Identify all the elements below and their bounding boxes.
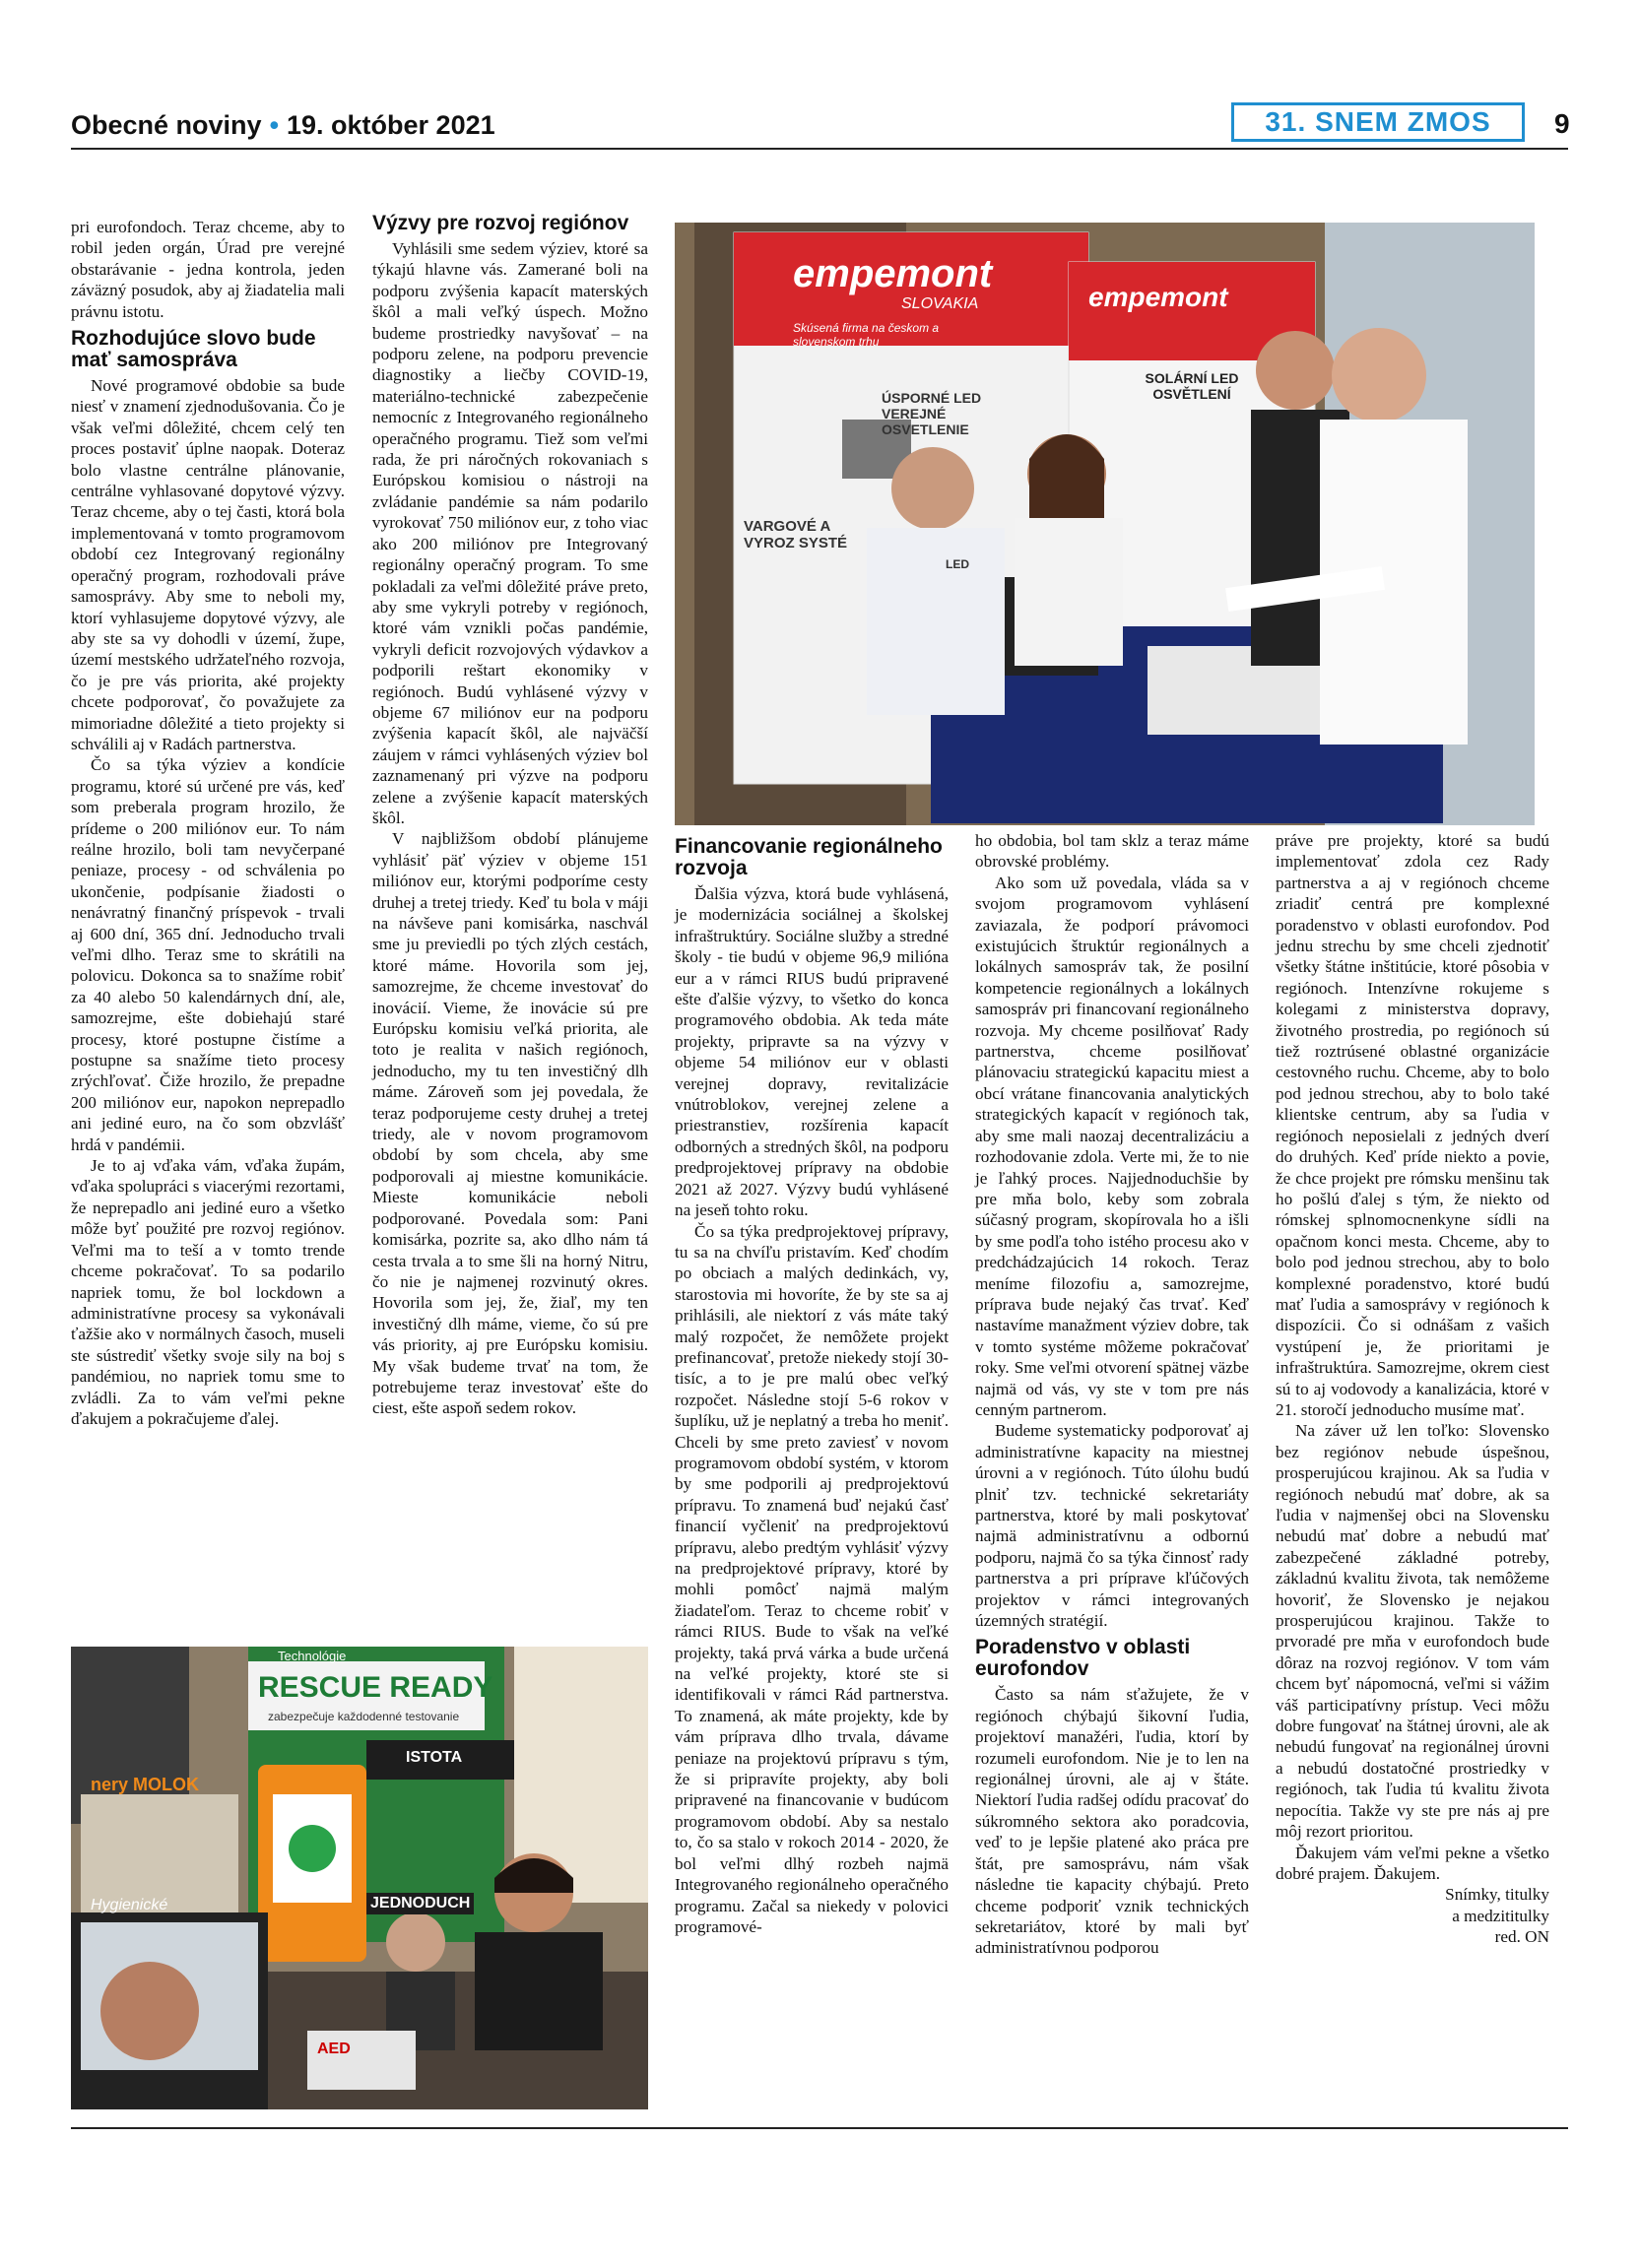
paragraph: pri eurofondoch. Teraz chceme, aby to robil jeden orgán, Úrad pre verejné obstarávanie - jedna kontrola, jeden záväzný posudok, aby aj žiadatelia mali právnu istotu.	[71, 218, 345, 321]
paragraph: Nové programové obdobie sa bude niesť v znamení zjednodušovania. Čo je však veľmi dôležité, chcem celý ten proces postaviť úplne naopak. Doteraz bolo vlastne centrálne plánovanie, centrálne vyhlasované dopytové výzvy. Teraz chceme, aby o tej časti, ktorá bola implementovaná v tomto programovom období cez Integrovaný regionálny operačný program, rozhodovali práve samosprávy. Aby sme to neboli my, ktorí vyhlasujeme dopytové výzvy, ale aby ste sa vy dohodli v území, župe, území mestského udržateľného rozvoja, čo je pre vás priorita, aké projekty chcete podporovať, čo považujete za mimoriadne dôležité a tieto projekty si schválili aj v Radách partnerstva.	[71, 376, 345, 753]
newspaper-name: Obecné noviny	[71, 110, 262, 140]
aed-box-label: AED	[317, 2041, 351, 2057]
subheading: Poradenstvo v oblasti eurofondov	[975, 1636, 1191, 1681]
paragraph: práve pre projekty, ktoré sa budú implementovať zdola cez Rady partnerstva a aj v regiónoch chceme zriadiť centrá pre komplexné poradenstvo v oblasti eurofondov. Pod jednu strechu by sme chceli zjednotiť všetky štátne inštitúcie, ktoré pôsobia v regiónoch. Intenzívne rokujeme s kolegami z ministerstva dopravy, životného prostredia, po regiónoch sú tiež roztrúsené oblastné organizácie cestovného ruchu. Chceme, aby to bolo pod jednou strechou, aby to bolo také klientske centrum, aby sa ľudia v regiónoch neposielali z jedných dverí do druhých. Keď príde niekto a povie, že chce projekt pre rómsku menšinu tak ho pošlú ďalej s tým, že niekto od rómskej splnomocnenkyne sídli na opačnom konci mesta. Chceme, aby to bolo pod jednou strechou, aby to bolo komplexné poradenstvo, ktoré budú mať ľudia a samosprávy v regiónoch k dispozícii. Čo si odnášam z vašich vystúpení je, že prioritami je infraštruktúra. Samozrejme, okrem ciest sú to aj vodovody a kanalizácia, ktoré v 21. storočí jednoducho musíme mať.	[1276, 831, 1549, 1419]
paragraph: Často sa nám sťažujete, že v regiónoch chýbajú šikovní ľudia, projektoví manažéri, ľudia, ktorí by rozumeli eurofondom. Nie je to len na regionálnej úrovni, ale aj v štáte. Niektorí ľudia radšej odídu pracovať do súkromného sektora ako poradcovia, veď to je lepšie platené ako práca pre štát, pre samosprávu, nám však následne tie kapacity chýbajú. Preto chceme podporiť vznik technických sekretariátov, ktoré by mali byť administratívnou podporou	[975, 1685, 1249, 1958]
paragraph: ho obdobia, bol tam sklz a teraz máme obrovské problémy.	[975, 831, 1249, 872]
paragraph: V najbližšom období plánujeme vyhlásiť päť výziev v objeme 151 miliónov eur, ktorými podporíme cesty druhej a tretej triedy. Keď tu bola v máji na návševe pani komisárka, naschvál sme ju previedli po tých zlých cestách, ktoré máme. Hovorila som jej, samozrejme, že chceme investovať do inovácií. Vieme, že inovácie sú pre Európsku komisiu veľká priorita, ale toto je realita v našich regiónoch, jednoducho, my tu ten investičný dlh máme. Zároveň som jej povedala, že teraz podporujeme cesty druhej a tretej triedy, ale v novom programovom období by som chcela, aby sme podporovali aj miestne komunikácie. Mieste komunikácie neboli podporované. Povedala som: Pani komisárka, pozrite sa, ako dlho nám tá cesta trvala a to sme šli na horný Nitru, čo nie je najmenej rozvinutý okres. Hovorila som jej, že, žiaľ, my ten investičný dlh máme, vieme, čo sú pre vás priority, aj pre Európsku komisiu. My však budeme trvať na tom, že potrebujeme teraz investovať ešte do ciest, ešte aspoň sedem rokov.	[372, 829, 648, 1418]
credits-line: Snímky, titulky	[1445, 1885, 1549, 1905]
banner3-text: VARGOVÉ A VYROZ SYSTÉ	[744, 518, 848, 551]
paragraph: Ako som už povedala, vláda sa v svojom programovom vyhlásení zaviazala, že podporí právomoci existujúcich štruktúr regionálnych a lokálnych samospráv tak, že posilní kompetencie regionálnych a lokálnych samospráv pri financovaní regionálneho rozvoja. My chceme posilňovať Rady partnerstva, chceme posilňovať plánovaciu strategickú kapacitu miest a obcí vrátane financovania analytických strategických kapacít v regiónoch tak, aby sme mali naozaj decentralizáciu a rozhodovanie zdola. Verte mi, že to nie je ľahký proces. Najjednoduchšie by pre mňa bolo, keby som zobrala súčasný program, skopírovala ho a išli by sme podľa toho istého procesu ako v predchádzajúcich 14 rokoch. Teraz meníme filozofiu a, samozrejme, príprava bude nejaký čas trvať. Keď nastavíme manažment výziev dobre, tak v tomto systéme môžeme pokračovať roky. Sme veľmi otvorení spätnej väzbe najmä od vás, vy ste v tom pre nás cenným partnerom.	[975, 873, 1249, 1419]
paragraph: Vyhlásili sme sedem výziev, ktoré sa týkajú hlavne vás. Zamerané boli na podporu zvýšenia kapacít materských škôl a mali veľký úspech. Možno budeme prostriedky navyšovať – na podporu zelene, na podporu prevencie diagnostiky a liečby COVID-19, materiálno-technické zabezpečenie nemocníc z Integrovaného regionálneho operačného programu. Tiež som veľmi rada, že pri náročných rokovaniach s Európskou komisiou o nástroji na zvládanie pandémie sa nám podarilo vyrokovať 750 miliónov eur, z toho viac ako 200 miliónov pre Integrovaný regionálny operačný program. To sme pokladali za veľmi dôležité práve preto, aby sme vykryli potreby v regiónoch, ktoré vám vznikli počas pandémie, vykryli deficit rozvojových výdavkov a podporili reštart ekonomiky v regiónoch. Budú vyhlásené výzvy v objeme 67 miliónov eur na podporu zvýšenia kapacít škôl, ale najväčší záujem v rámci vyhlásených výziev bol zaznamenaný pri výzve na podporu zelene a zvýšenie kapacít materských škôl.	[372, 239, 648, 827]
aed-label: AED	[295, 1873, 325, 1889]
column-1	[71, 217, 345, 1429]
banner-tagline: Skúsená firma na českom a slovenskom trhu	[793, 321, 940, 349]
paragraph: Čo sa týka výziev a kondície programu, ktoré sú určené pre vás, keď som preberala program hrozilo, že prídeme o 200 miliónov eur. To nám reálne hrozilo, boli tam nevyčerpané peniaze, procesy - od schválenia po ukončenie, podpísanie žiadosti o nenávratný finančný príspevok - trvali aj 600 dní, 365 dní. Jednoducho trvali veľmi dlho. Teraz sme to skrátili na polovicu. Dokonca sa to snažíme robiť za 40 alebo 50 kalendárnych dní, ale, samozrejme, ešte dobiehajú staré procesy, ktoré postupne čistíme a postupne sa snažíme tieto procesy zrýchľovať. Čiže hrozilo, že prepadne 200 miliónov eur, napokon neprepadlo ani jediné euro, na čo som obzvlášť hrdá v pandémii.	[71, 755, 345, 1154]
paragraph: Je to aj vďaka vám, vďaka župám, vďaka spolupráci s viacerými rezortami, že neprepadlo ani jediné euro a všetko môže byť použité pre rozvoj regiónov. Veľmi ma to teší a v tomto trende chceme pokračovať. To sa podarilo napriek tomu, že bol lockdown a administratívne procesy sa vykonávali ťažšie ako v normálnych časoch, museli ste sústrediť všetky svoje sily na boj s pandémiou, no napriek tomu sme to zvládli. Za to vám veľmi pekne ďakujem a pokračujeme ďalej.	[71, 1156, 345, 1428]
bullet-dot: •	[269, 110, 280, 140]
subheading: Výzvy pre rozvoj regiónov	[372, 212, 629, 234]
photo-exhibition-empemont	[675, 223, 1535, 825]
jednoduch-text: JEDNODUCH	[366, 1893, 474, 1914]
paragraph: Na záver už len toľko: Slovensko bez regiónov nebude úspešnou, prosperujúcou krajinou. Ak sa ľudia v regiónoch nebudú mať dobre, ak sa ľudia v najmenšej obci na Slovensku nebudú mať dobre a nebudú mať zabezpečené základné potreby, základnú kvalitu života, tak nemôžeme hovoriť, že Slovensko je nejakou prosperujúcou krajinou. Takže to prvoradé pre mňa v eurofondoch bude dôraz na rozvoj regiónov. V tom vám chcem byť nápomocná, veľmi si vážim váš participatívny prístup. Veci môžu dobre fungovať na štátnej úrovni, ale ak nebudú fungovať na regionálnej úrovni a nebudú dostatočné prostriedky v regiónoch, tak ľudia tú kvalitu života nepocítia. Takže vy ste pre nás aj pre môj rezort prioritou.	[1276, 1421, 1549, 1842]
photo-exhibition-rescue-ready	[71, 1647, 648, 2109]
issue-date: 19. október 2021	[287, 110, 495, 140]
banner-led-text: ÚSPORNÉ LED VEREJNÉ OSVETLENIE	[882, 390, 982, 437]
hygienicke-text: Hygienické	[91, 1897, 168, 1913]
credits-line: a medzititulky	[1452, 1906, 1549, 1925]
paragraph: Budeme systematicky podporovať aj administratívne kapacity na miestnej úrovni a v regiónoch. Túto úlohu budú plniť tzv. technické sekretariáty partnerstva, ktoré by mali poskytovať najmä administratívnu a odbornú podporu, najmä čo sa týka činnosť rady partnerstva a pri príprave kľúčových projektov v rámci integrovaných územných stratégií.	[975, 1421, 1249, 1631]
banner-led-small: LED	[946, 557, 969, 571]
paragraph: Ďalšia výzva, ktorá bude vyhlásená, je modernizácia sociálnej a školskej infraštruktúry. Sociálne služby a stredné školy - tie budú v objeme 96,9 milióna eur a v rámci RIUS budú pripravené ešte ďalšie výzvy, to všetko do konca programového obdobia. Ak teda máte projekty, pripravte sa na výzvy v objeme 54 miliónov eur v oblasti verejnej dopravy, revitalizácie vnútroblokov, verejnej zelene a priestranstiev, rozšírenia kapacít odborných a stredných škôl, na podporu predprojektovej prípravy na obdobie 2021 až 2027. Výzvy budú vyhlásené na jeseň tohto roku.	[675, 884, 949, 1220]
header-rule	[71, 148, 1568, 150]
subheading: Rozhodujúce slovo bude mať samospráva	[71, 327, 316, 372]
rescue-ready-text: RESCUE READY	[258, 1671, 493, 1704]
section-label: 31. SNEM ZMOS	[1231, 102, 1525, 142]
footer-rule	[71, 2127, 1568, 2129]
brand-top-text: Technológie	[278, 1649, 347, 1663]
istota-text: ISTOTA	[406, 1749, 463, 1766]
banner-sub: SLOVAKIA	[901, 295, 979, 312]
page-number: 9	[1554, 108, 1570, 139]
column-4	[975, 830, 1249, 1959]
column-2	[372, 207, 648, 1419]
credits-line: red. ON	[1494, 1927, 1549, 1947]
subheading: Financovanie regionálneho rozvoja	[675, 835, 943, 879]
banner2-brand: empemont	[1088, 282, 1228, 312]
banner-brand: empemont	[793, 252, 993, 295]
masthead	[71, 110, 495, 141]
banner2-led-text: SOLÁRNÍ LED OSVĚTLENÍ	[1145, 370, 1239, 402]
rescue-ready-subtext: zabezpečuje každodenné testovanie	[268, 1710, 460, 1723]
paragraph: Čo sa týka predprojektovej prípravy, tu sa na chvíľu pristavím. Keď chodím po obciach a malých dedinkách, vy, starostovia mi hovoríte, že by ste sa aj prihlásili, ale niektorí z vás máte taký malý rozpočet, že nemôžete projekt prefinancovať, pretože niekedy stojí 30-tisíc, a to je pre malú obec veľký rozpočet. Následne stojí 5-6 rokov v šuplíku, už je neplatný a treba ho meniť. Chceli by sme preto zaviesť v novom programovom období systém, v ktorom by sme podporili aj predprojektovú prípravu. To znamená buď nejakú časť financií vyčleniť na predprojektovú prípravu, alebo predtým vyhlásiť výzvy na predprojektové prípravy, ktoré by mohli pomôcť najmä malým žiadateľom. Teraz to chceme robiť v rámci RIUS. Bude to však na veľké projekty, taká prvá várka a bude určená na veľké projekty, ktoré ste si identifikovali v rámci Rád partnerstva. To znamená, ak máte projekty, kde by vám príprava dlho trvala, dávame peniaze na projektovú prípravu s tým, že si pripravíte projekty, aby boli pripravené na financovanie v budúcom programovom období. Aby sa nestalo to, čo sa stalo v rokoch 2014 - 2020, že bol veľmi dlhý rozbeh najmä Integrovaného regionálneho operačného programu. Začal sa niekedy v polovici programové-	[675, 1221, 949, 1936]
paragraph: Ďakujem vám veľmi pekne a všetko dobré prajem. Ďakujem.	[1276, 1843, 1549, 1883]
molok-text: nery MOLOK	[91, 1775, 200, 1794]
column-3	[675, 830, 949, 1937]
column-5	[1276, 830, 1549, 1948]
